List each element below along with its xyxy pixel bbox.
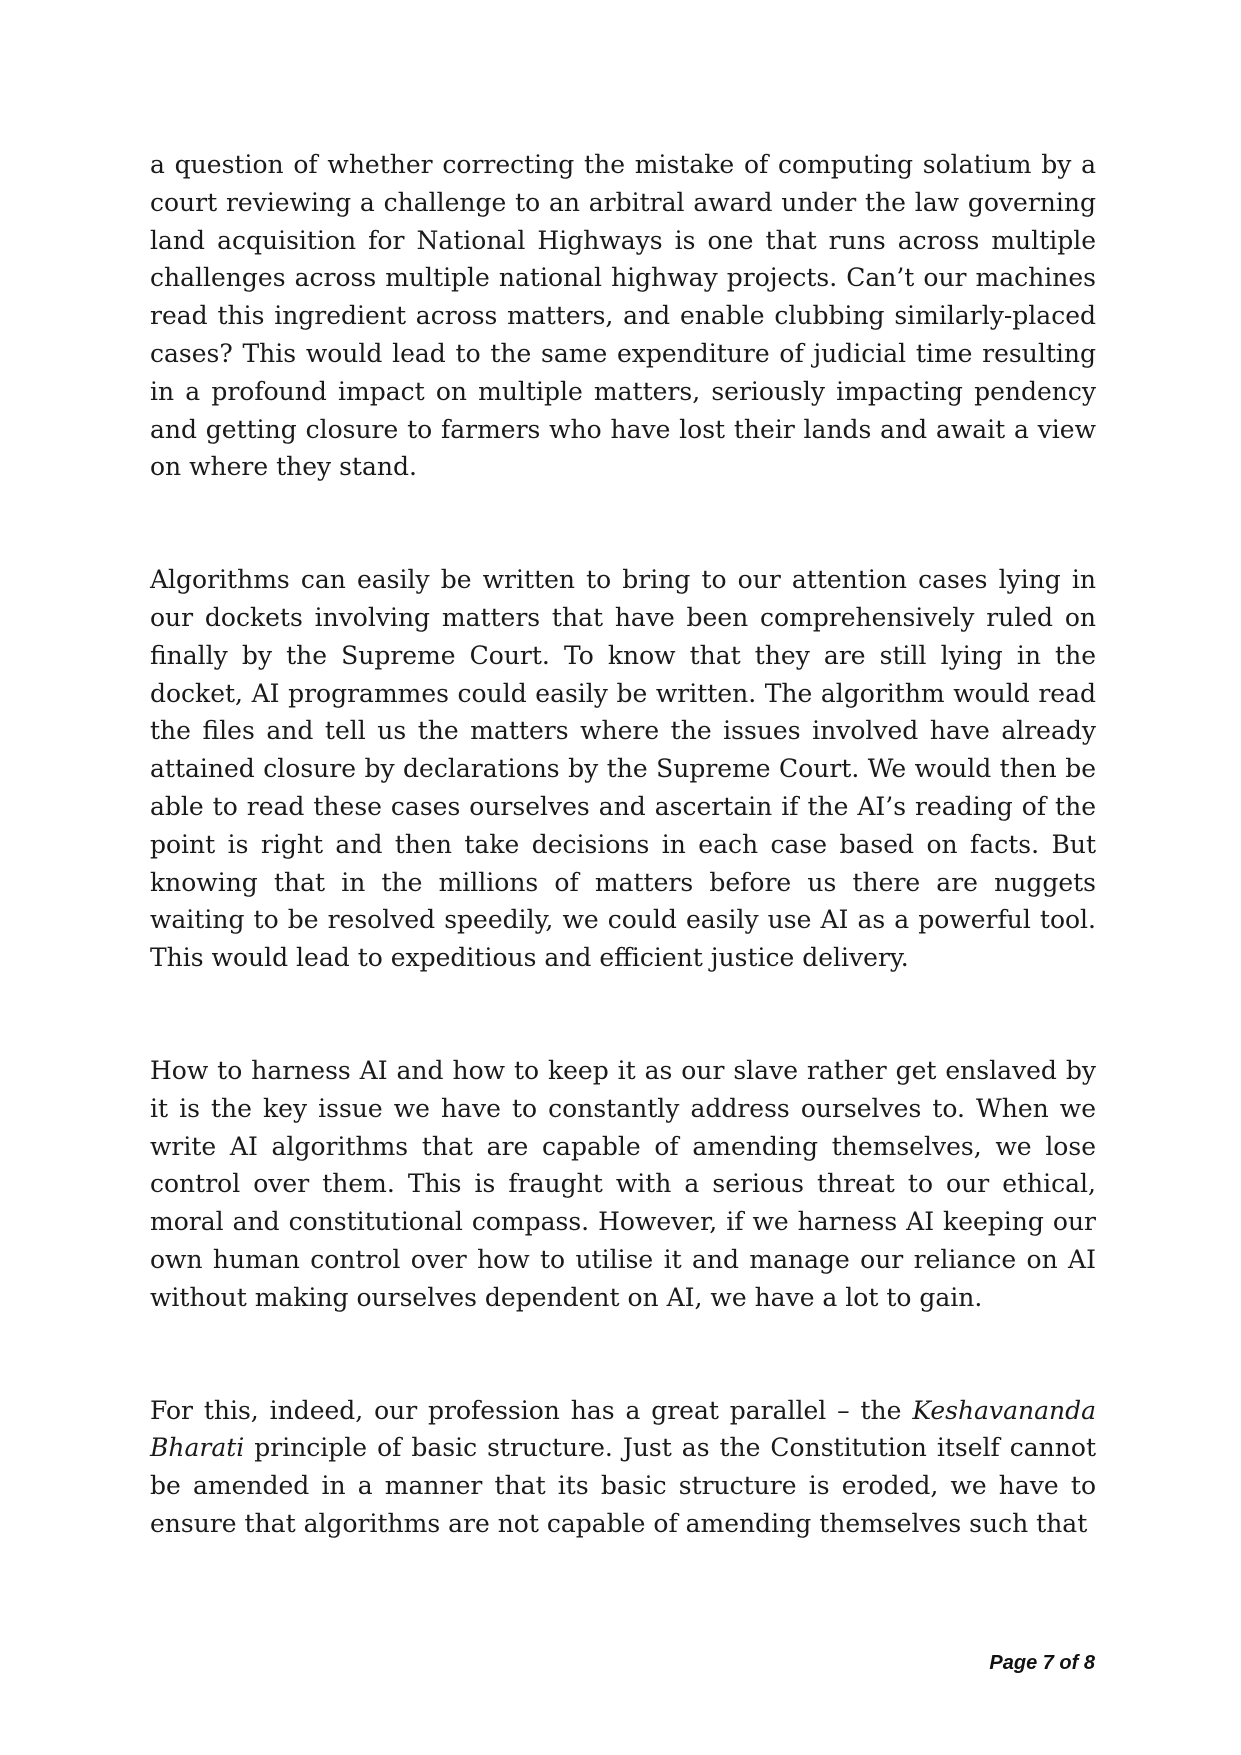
paragraph-basic-structure xyxy=(150,1392,1096,1543)
paragraph-algorithms: Algorithms can easily be written to bring to our attention cases lying in our dockets involving matters that have been comprehensively ruled on finally by the Supreme Court. To know that they are still lying in the docket, AI programmes could easily be written. The algorithm would read the files and tell us the matters where the issues involved have already attained closure by declarations by the Supreme Court. We would then be able to read these cases ourselves and ascertain if the AI’s reading of the point is right and then take decisions in each case based on facts. But knowing that in the millions of matters before us there are nuggets waiting to be resolved speedily, we could easily use AI as a powerful tool. This would lead to expeditious and efficient justice delivery. xyxy=(150,565,1096,973)
page-number: Page 7 of 8 xyxy=(989,1652,1095,1674)
document-body xyxy=(150,146,1096,1543)
paragraph-harness-ai: How to harness AI and how to keep it as our slave rather get enslaved by it is the key issue we have to constantly address ourselves to. When we write AI algorithms that are capable of amending themselves, we lose control over them. This is fraught with a serious threat to our ethical, moral and constitutional compass. However, if we harness AI keeping our own human control over how to utilise it and manage our reliance on AI without making ourselves dependent on AI, we have a lot to gain. xyxy=(150,1055,1096,1312)
paragraph-text-after: principle of basic structure. Just as the Constitution itself cannot be amended in a manner that its basic structure is eroded, we have to ensure that algorithms are not capable of amending themselves such that xyxy=(150,1433,1096,1538)
paragraph-solatium: a question of whether correcting the mistake of computing solatium by a court reviewing a challenge to an arbitral award under the law governing land acquisition for National Highways is one that runs across multiple challenges across multiple national highway projects. Can’t our machines read this ingredient across matters, and enable clubbing similarly-placed cases? This would lead to the same expenditure of judicial time resulting in a profound impact on multiple matters, seriously impacting pendency and getting closure to farmers who have lost their lands and await a view on where they stand. xyxy=(150,150,1096,482)
case-name-italic: Keshavananda Bharati xyxy=(150,1395,1096,1463)
paragraph-text-before: For this, indeed, our profession has a great parallel – the xyxy=(150,1395,913,1425)
